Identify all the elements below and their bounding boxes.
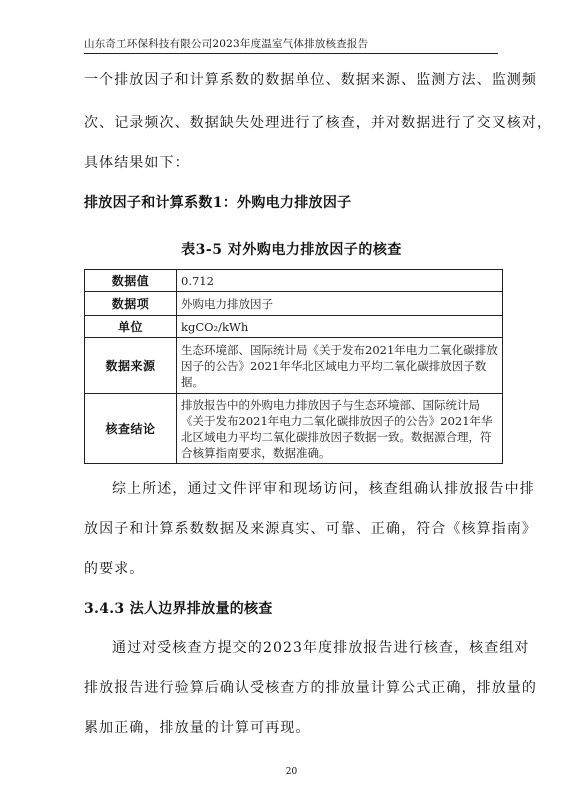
row-value: 排放报告中的外购电力排放因子与生态环境部、国际统计局《关于发布2021年电力二氧化碳排放因子的公告》2021年华北区域电力平均二氧化碳排放因子数据一致。数据源合理，符合核算指南要求，数据准确。 — [177, 394, 503, 464]
row-key: 数据值 — [85, 270, 177, 292]
section-heading: 3.4.3 法人边界排放量的核查 — [84, 601, 273, 617]
row-key: 单位 — [85, 316, 177, 338]
row-key: 核查结论 — [85, 394, 177, 464]
table-caption: 表3-5 对外购电力排放因子的核查 — [181, 242, 402, 258]
table-row — [85, 316, 503, 338]
intro-line-2: 次、记录频次、数据缺失处理进行了核查，并对数据进行了交叉核对， — [84, 115, 553, 131]
summary-line-2: 放因子和计算系数数据及来源真实、可靠、正确，符合《核算指南》 — [84, 521, 537, 537]
row-value: 0.712 — [177, 270, 503, 292]
summary-line-3: 的要求。 — [84, 561, 145, 577]
row-key: 数据来源 — [85, 338, 177, 394]
verification-table — [84, 269, 503, 464]
header-rule — [84, 53, 498, 54]
table-row — [85, 394, 503, 464]
page-number: 20 — [285, 767, 298, 777]
table-row — [85, 292, 503, 316]
row-key: 数据项 — [85, 292, 177, 316]
summary-line-1: 综上所述，通过文件评审和现场访问，核查组确认排放报告中排 — [112, 481, 535, 497]
table-row — [85, 270, 503, 292]
table-row — [85, 338, 503, 394]
factor-heading: 排放因子和计算系数1：外购电力排放因子 — [84, 195, 352, 211]
section-line-2: 排放报告进行验算后确认受核查方的排放量计算公式正确，排放量的 — [84, 680, 537, 696]
row-value: 外购电力排放因子 — [177, 292, 503, 316]
row-value: kgCO₂/kWh — [177, 316, 503, 338]
row-value: 生态环境部、国际统计局《关于发布2021年电力二氧化碳排放因子的公告》2021年华北区域电力平均二氧化碳排放因子数据。 — [177, 338, 503, 394]
section-line-3: 累加正确，排放量的计算可再现。 — [84, 720, 311, 736]
intro-line-3: 具体结果如下： — [84, 155, 190, 171]
section-line-1: 通过对受核查方提交的2023年度排放报告进行核查，核查组对 — [112, 640, 530, 656]
intro-line-1: 一个排放因子和计算系数的数据单位、数据来源、监测方法、监测频 — [84, 72, 537, 88]
running-header: 山东奇工环保科技有限公司2023年度温室气体排放核查报告 — [84, 38, 369, 50]
